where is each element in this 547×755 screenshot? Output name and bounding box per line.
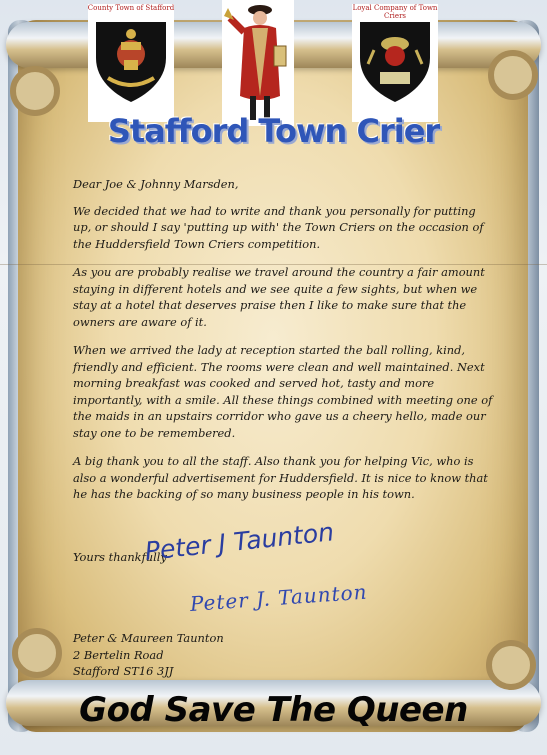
scroll-curl-icon [486,640,536,690]
letter-paragraph: As you are probably realise we travel around the country a fair amount staying in different hotels and we see quite a few sights, but when we stay at a hotel that deserves praise then I like to make sure that the owners are aware of it. [73,265,485,329]
town-criers-crest [352,4,438,122]
right-crest-caption: Loyal Company of Town Criers [352,4,438,20]
letter-closing: Yours thankfully [73,550,167,564]
letter-body [73,176,493,515]
sender-address [73,630,224,680]
letter-paragraph: We decided that we had to write and thank you personally for putting up, or should I say 'putting up with' the Town Criers on the occasion of the Huddersfield Town Criers competition. [73,203,484,251]
scroll-curl-icon [488,50,538,100]
salutation: Dear Joe & Johnny Marsden, [73,177,239,191]
letter-paragraph: A big thank you to all the staff. Also thank you for helping Vic, who is also a wonderful advertisement for Huddersfield. It is nice to know that he has the backing of so many business people in his town. [73,454,488,501]
shield-icon [358,20,432,104]
address-line: Stafford ST16 3JJ [73,664,174,678]
scroll-curl-icon [12,628,62,678]
town-crier-figure-icon [222,0,294,126]
address-line: Peter & Maureen Taunton [73,631,224,645]
page-title: Stafford Town Crier [107,112,440,150]
footer-motto: God Save The Queen [79,690,468,730]
address-line: 2 Bertelin Road [73,647,164,662]
scroll-curl-icon [10,66,60,116]
signature-typed: Peter J Taunton [143,517,336,566]
shield-icon [94,20,168,104]
left-crest-caption: County Town of Stafford [87,4,175,12]
letter-paragraph: When we arrived the lady at reception started the ball rolling, kind, friendly and efficient. The rooms were clean and well maintained. Next morning breakfast was cooked and served hot, tasty and more importantly, with a smile. All these things combined with meeting one of the maids in an upstairs corridor who gave us a cheery hello, made our stay one to be remembered. [73,343,493,440]
signature-handwritten: Peter J. Taunton [189,579,369,616]
stafford-crest [88,4,174,122]
